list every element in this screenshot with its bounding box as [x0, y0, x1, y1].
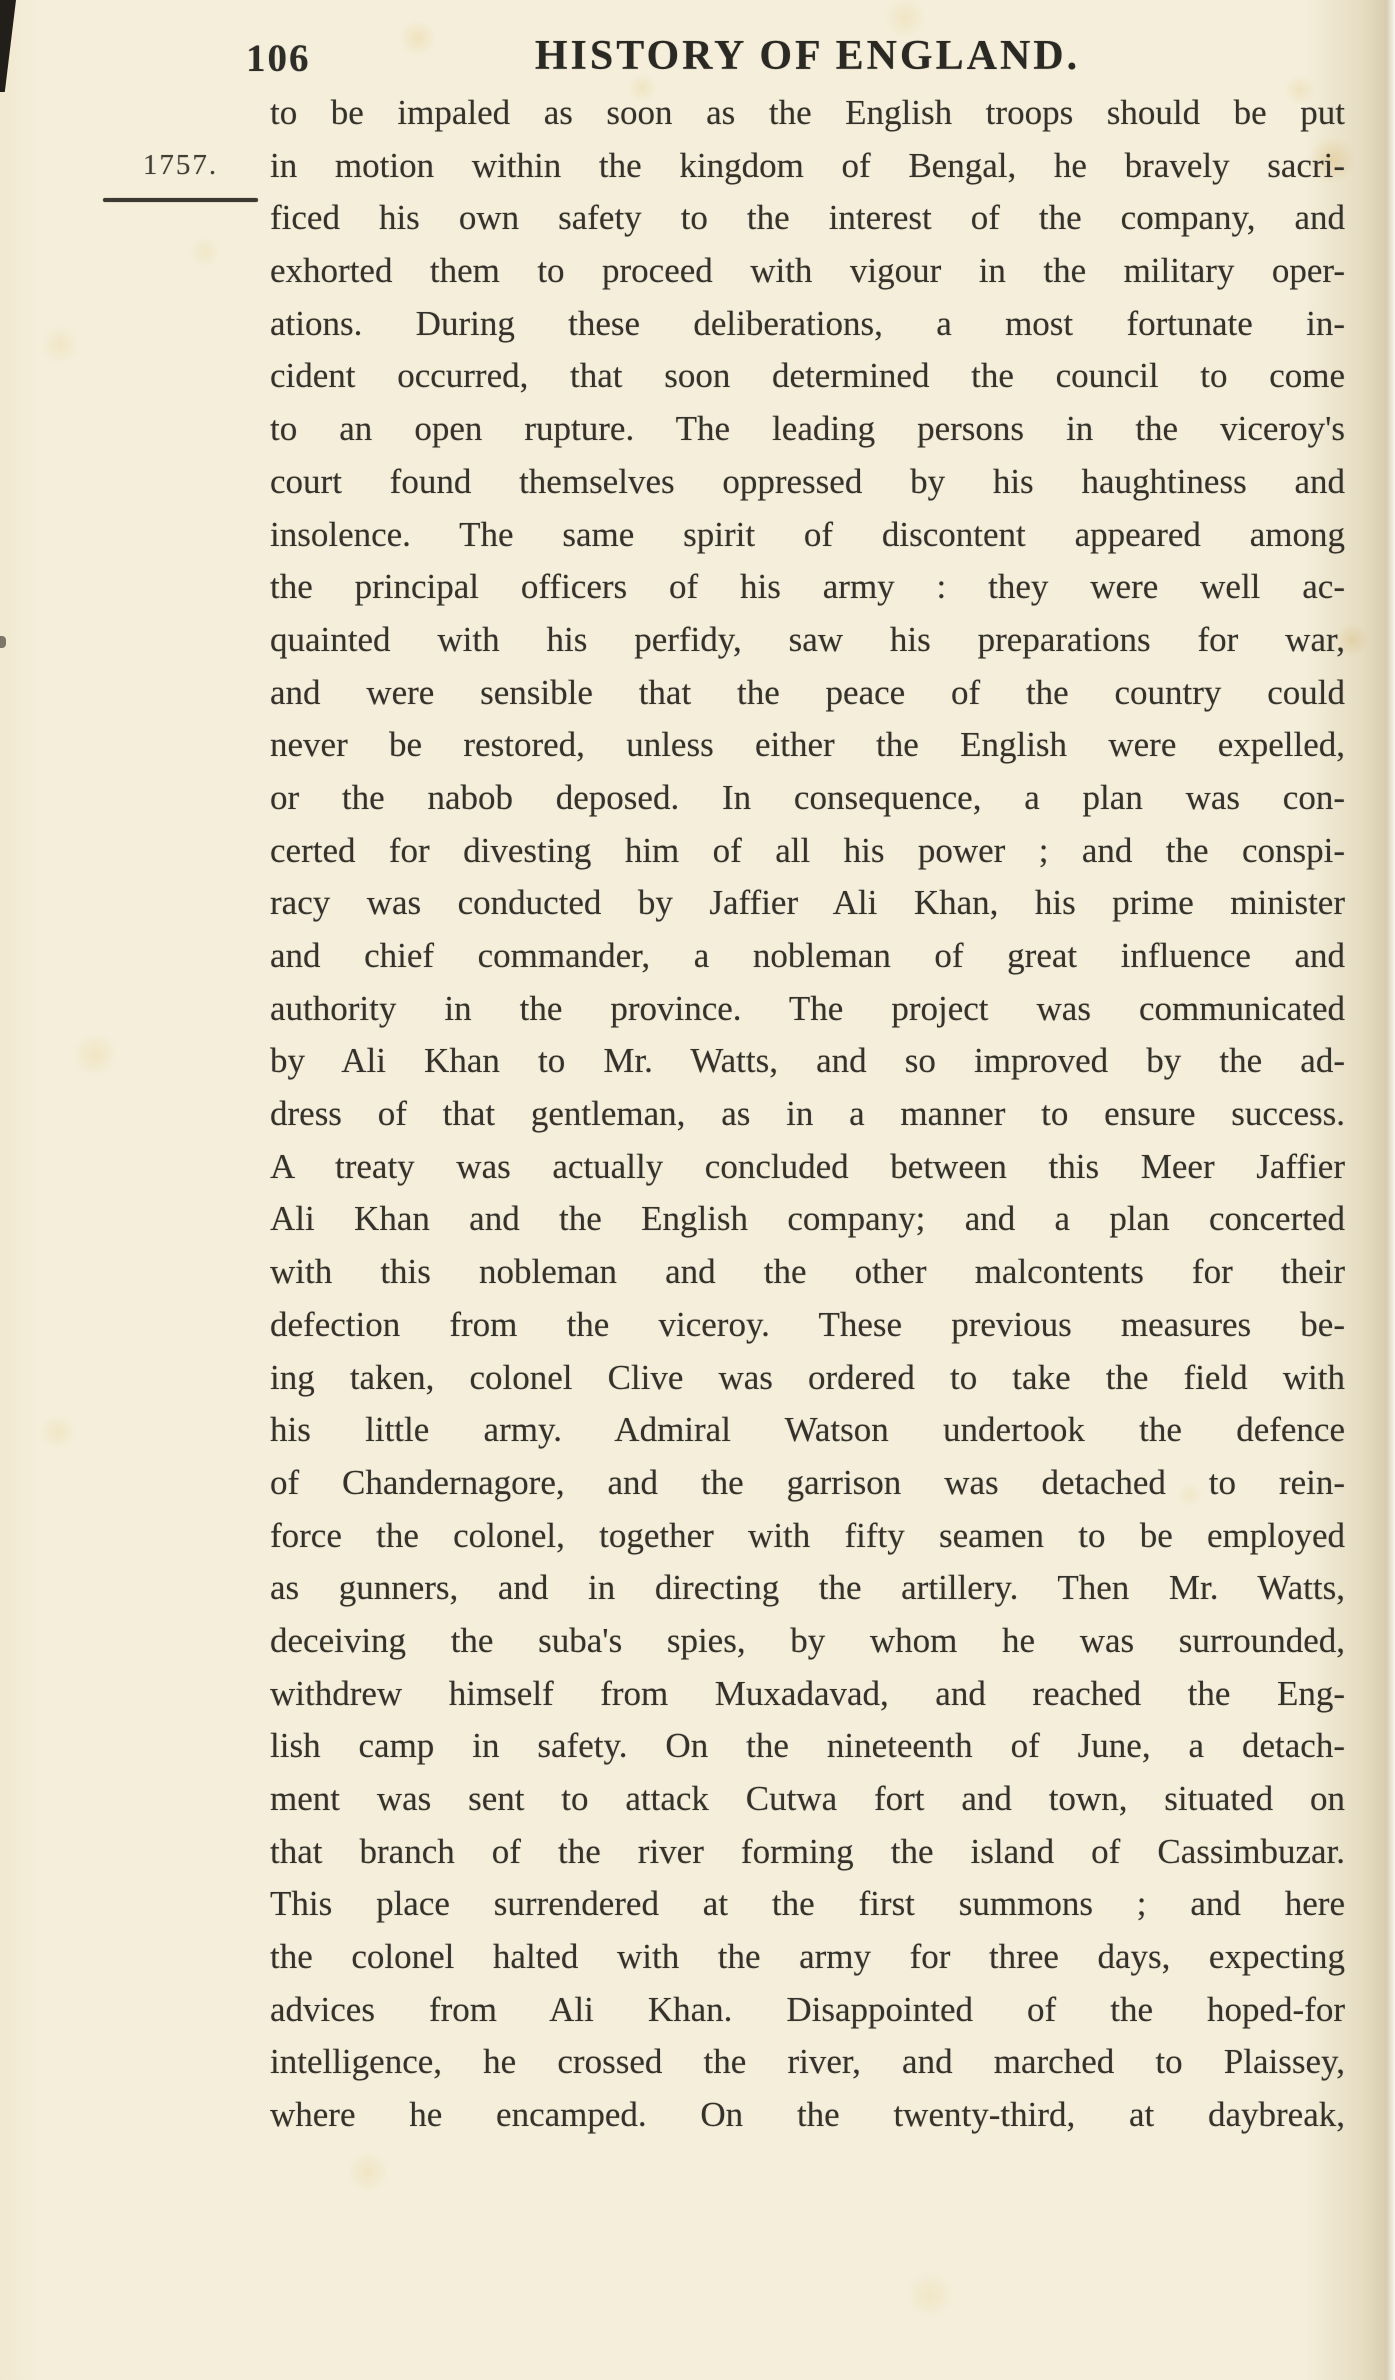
body-text-line: the colonel halted with the army for three days, expecting	[270, 1937, 1345, 1977]
margin-note	[103, 148, 258, 202]
body-text-line: exhorted them to proceed with vigour in the military oper-	[270, 251, 1345, 291]
body-text-line: never be restored, unless either the English were expelled,	[270, 725, 1345, 765]
body-text-line: ment was sent to attack Cutwa fort and town, situated on	[270, 1779, 1345, 1818]
body-text-line: and were sensible that the peace of the country could	[270, 672, 1345, 712]
body-text-line: withdrew himself from Muxadavad, and reached the Eng-	[270, 1673, 1345, 1713]
margin-year: 1757.	[142, 149, 219, 181]
body-text-line: that branch of the river forming the island of Cassimbuzar.	[270, 1831, 1345, 1871]
running-header: HISTORY OF ENGLAND.	[534, 33, 1081, 79]
body-text-line: quainted with his perfidy, saw his preparations for war,	[270, 619, 1345, 659]
body-text-line: to be impaled as soon as the English troops should be put	[270, 93, 1345, 132]
body-text-line: of Chandernagore, and the garrison was detached to rein-	[270, 1462, 1345, 1502]
body-text-line: cident occurred, that soon determined the council to come	[270, 356, 1345, 396]
page-number: 106	[246, 37, 311, 80]
body-text-line: with this nobleman and the other malcontents for their	[270, 1252, 1345, 1292]
body-text-line: ficed his own safety to the interest of the company, and	[270, 198, 1345, 238]
body-text-line: racy was conducted by Jaffier Ali Khan, his prime minister	[270, 883, 1345, 923]
body-text-line: in motion within the kingdom of Bengal, he bravely sacri-	[270, 145, 1345, 185]
body-text-line: lish camp in safety. On the nineteenth of June, a detach-	[270, 1726, 1345, 1766]
body-text-line: dress of that gentleman, as in a manner to ensure success.	[270, 1094, 1345, 1134]
body-text-line: intelligence, he crossed the river, and marched to Plaissey,	[270, 2042, 1345, 2082]
body-text-line: insolence. The same spirit of discontent appeared among	[270, 514, 1345, 554]
body-text-line: where he encamped. On the twenty-third, at daybreak,	[270, 2095, 1345, 2135]
body-text-line: to an open rupture. The leading persons in the viceroy's	[270, 409, 1345, 449]
body-text-line: the principal officers of his army : they were well ac-	[270, 567, 1345, 607]
body-text-line: ations. During these deliberations, a most fortunate in-	[270, 303, 1345, 343]
body-text-line: or the nabob deposed. In consequence, a plan was con-	[270, 777, 1345, 817]
body-text-line: deceiving the suba's spies, by whom he was surrounded,	[270, 1620, 1345, 1660]
body-text-line: ing taken, colonel Clive was ordered to take the field with	[270, 1357, 1345, 1397]
body-text	[270, 87, 1345, 2142]
body-text-line: A treaty was actually concluded between this Meer Jaffier	[270, 1146, 1345, 1186]
body-text-line: court found themselves oppressed by his haughtiness and	[270, 461, 1345, 501]
body-text-line: force the colonel, together with fifty seamen to be employed	[270, 1515, 1345, 1555]
body-text-line: authority in the province. The project was communicated	[270, 988, 1345, 1028]
margin-rule	[103, 198, 258, 202]
body-text-line: certed for divesting him of all his power ; and the conspi-	[270, 830, 1345, 870]
body-text-line: Ali Khan and the English company; and a plan concerted	[270, 1199, 1345, 1239]
scan-edge-speck	[0, 636, 6, 648]
body-text-line: as gunners, and in directing the artillery. Then Mr. Watts,	[270, 1568, 1345, 1608]
body-text-line: advices from Ali Khan. Disappointed of the hoped-for	[270, 1989, 1345, 2029]
body-text-line: defection from the viceroy. These previous measures be-	[270, 1304, 1345, 1344]
body-text-line: by Ali Khan to Mr. Watts, and so improved by the ad-	[270, 1041, 1345, 1081]
body-text-line: This place surrendered at the first summons ; and here	[270, 1884, 1345, 1924]
body-text-line: his little army. Admiral Watson undertook the defence	[270, 1410, 1345, 1450]
body-text-line: and chief commander, a nobleman of great influence and	[270, 936, 1345, 975]
scan-corner-mark	[0, 0, 16, 92]
